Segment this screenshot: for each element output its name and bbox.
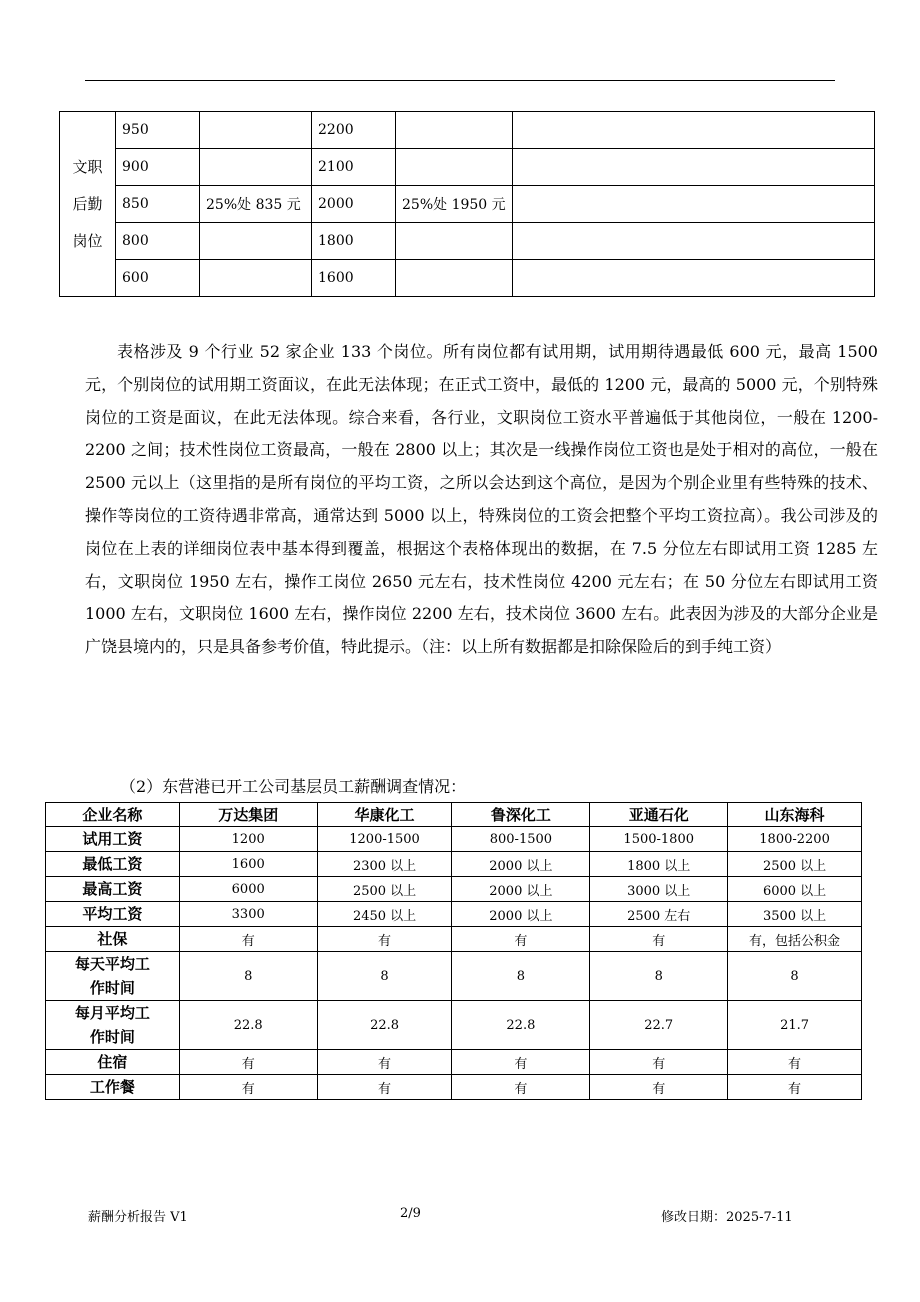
table-cell: 8: [590, 952, 728, 1001]
table-cell: 8: [179, 952, 317, 1001]
table-cell: 1800: [312, 223, 396, 260]
table-cell: 1200-1500: [317, 827, 452, 852]
row-label-line: 每天平均工: [74, 955, 150, 973]
table-cell: 2000: [312, 186, 396, 223]
table-cell: 2000 以上: [452, 852, 590, 877]
table-cell: 8: [317, 952, 452, 1001]
category-line: 文职: [72, 157, 103, 176]
table-cell: 有: [452, 927, 590, 952]
row-label: 最高工资: [46, 877, 180, 902]
category-cell: [60, 112, 116, 297]
table-cell: 25%处 835 元: [200, 186, 312, 223]
table-row: [60, 186, 875, 223]
table-cell: [200, 149, 312, 186]
table-cell: 有: [728, 1050, 862, 1075]
table-cell: 950: [116, 112, 200, 149]
table-row: [46, 902, 862, 927]
table-cell: 2500 以上: [728, 852, 862, 877]
table-cell: 8: [728, 952, 862, 1001]
table-row: [46, 1001, 862, 1050]
row-label-line: 每月平均工: [74, 1004, 150, 1022]
row-label-line: 作时间: [89, 979, 135, 997]
table-cell: 2500 以上: [317, 877, 452, 902]
table-cell: 3000 以上: [590, 877, 728, 902]
table-cell: 2100: [312, 149, 396, 186]
table-cell: 有: [590, 927, 728, 952]
table-row: [60, 260, 875, 297]
table-row: [46, 1075, 862, 1100]
footer-modified-date: 修改日期：2025-7-11: [661, 1210, 793, 1225]
table-row: [60, 112, 875, 149]
table-cell: [512, 260, 874, 297]
row-label: 住宿: [46, 1050, 180, 1075]
table-cell: 有: [728, 1075, 862, 1100]
row-label: [46, 1001, 180, 1050]
row-label: 平均工资: [46, 902, 180, 927]
column-header: 万达集团: [179, 803, 317, 827]
column-header: 华康化工: [317, 803, 452, 827]
column-header: 亚通石化: [590, 803, 728, 827]
table-cell: 有: [452, 1075, 590, 1100]
table-cell: 600: [116, 260, 200, 297]
table-cell: [200, 112, 312, 149]
company-salary-table: [45, 802, 862, 1100]
table-cell: [396, 112, 513, 149]
table-cell: 1600: [312, 260, 396, 297]
row-label-line: 作时间: [89, 1028, 135, 1046]
row-label: 试用工资: [46, 827, 180, 852]
column-header: 鲁深化工: [452, 803, 590, 827]
table-cell: 有: [317, 927, 452, 952]
table-row: [46, 952, 862, 1001]
table-cell: 22.8: [179, 1001, 317, 1050]
table-cell: 22.8: [452, 1001, 590, 1050]
table-cell: 22.7: [590, 1001, 728, 1050]
table-cell: 2000 以上: [452, 902, 590, 927]
table-cell: 2000 以上: [452, 877, 590, 902]
table-cell: 6000 以上: [728, 877, 862, 902]
table-cell: 2500 左右: [590, 902, 728, 927]
table-row: [46, 927, 862, 952]
analysis-paragraph: 表格涉及 9 个行业 52 家企业 133 个岗位。所有岗位都有试用期，试用期待遇最低 600 元，最高 1500 元，个别岗位的试用期工资面议，在此无法体现；在正式工资中，最低的 1200 元，最高的 5000 元，个别特殊岗位的工资是面议，在此无法体现。综合来看，各行业，文职岗位工资水平普遍低于其他岗位，一般在 1200-2200 之间；技术性岗位工资最高，一般在 2800 以上；其次是一线操作岗位工资也是处于相对的高位，一般在 2500 元以上（这里指的是所有岗位的平均工资，之所以会达到这个高位，是因为个别企业里有些特殊的技术、操作等岗位的工资待遇非常高，通常达到 5000 以上，特殊岗位的工资会把整个平均工资拉高）。我公司涉及的岗位在上表的详细岗位表中基本得到覆盖，根据这个表格体现出的数据，在 7.5 分位左右即试用工资 1285 左右，文职岗位 1950 左右，操作工岗位 2650 元左右，技术性岗位 4200 元左右；在 50 分位左右即试用工资 1000 左右，文职岗位 1600 左右，操作岗位 2200 左右，技术岗位 3600 左右。此表因为涉及的大部分企业是广饶县境内的，只是具备参考价值，特此提示。（注：以上所有数据都是扣除保险后的到手纯工资）: [85, 342, 878, 657]
table-cell: 800: [116, 223, 200, 260]
table-cell: 2200: [312, 112, 396, 149]
table-cell: 900: [116, 149, 200, 186]
table-cell: 有: [590, 1050, 728, 1075]
row-label: 社保: [46, 927, 180, 952]
table-cell: 有: [317, 1050, 452, 1075]
row-label: [46, 952, 180, 1001]
table-cell: 有，包括公积金: [728, 927, 862, 952]
table-cell: [200, 260, 312, 297]
table-cell: [396, 223, 513, 260]
row-label: 最低工资: [46, 852, 180, 877]
footer-doc-title: 薪酬分析报告 V1: [88, 1210, 188, 1225]
table-cell: 3300: [179, 902, 317, 927]
table-cell: [200, 223, 312, 260]
table-row: [60, 223, 875, 260]
footer-page-number: 2/9: [400, 1206, 421, 1221]
table-row: [46, 877, 862, 902]
table-cell: 21.7: [728, 1001, 862, 1050]
column-header: 企业名称: [46, 803, 180, 827]
table-cell: [512, 149, 874, 186]
table-cell: [512, 186, 874, 223]
table-cell: 有: [179, 1075, 317, 1100]
table-row: [46, 827, 862, 852]
column-header: 山东海科: [728, 803, 862, 827]
table-row: [46, 852, 862, 877]
table-cell: 有: [452, 1050, 590, 1075]
table-cell: 1800-2200: [728, 827, 862, 852]
table-cell: [396, 149, 513, 186]
table-cell: 有: [179, 1050, 317, 1075]
table-cell: 6000: [179, 877, 317, 902]
table-cell: 1200: [179, 827, 317, 852]
table-cell: 800-1500: [452, 827, 590, 852]
table-cell: 3500 以上: [728, 902, 862, 927]
table-cell: 2450 以上: [317, 902, 452, 927]
header-rule: [85, 80, 835, 81]
table-cell: 有: [317, 1075, 452, 1100]
table-row: [60, 149, 875, 186]
table-cell: 25%处 1950 元: [396, 186, 513, 223]
table-cell: [396, 260, 513, 297]
category-line: 岗位: [72, 231, 103, 250]
table-cell: [512, 223, 874, 260]
table-cell: 有: [179, 927, 317, 952]
table-cell: 8: [452, 952, 590, 1001]
table-row: [46, 1050, 862, 1075]
table-cell: 1800 以上: [590, 852, 728, 877]
table-cell: 850: [116, 186, 200, 223]
table-header-row: [46, 803, 862, 827]
table-cell: 1500-1800: [590, 827, 728, 852]
table-cell: 有: [590, 1075, 728, 1100]
row-label: 工作餐: [46, 1075, 180, 1100]
section-title: （2）东营港已开工公司基层员工薪酬调查情况：: [120, 777, 467, 796]
table-cell: 2300 以上: [317, 852, 452, 877]
table-cell: 1600: [179, 852, 317, 877]
table-cell: 22.8: [317, 1001, 452, 1050]
table-cell: [512, 112, 874, 149]
salary-percentile-table: [59, 111, 875, 297]
category-line: 后勤: [72, 194, 103, 213]
